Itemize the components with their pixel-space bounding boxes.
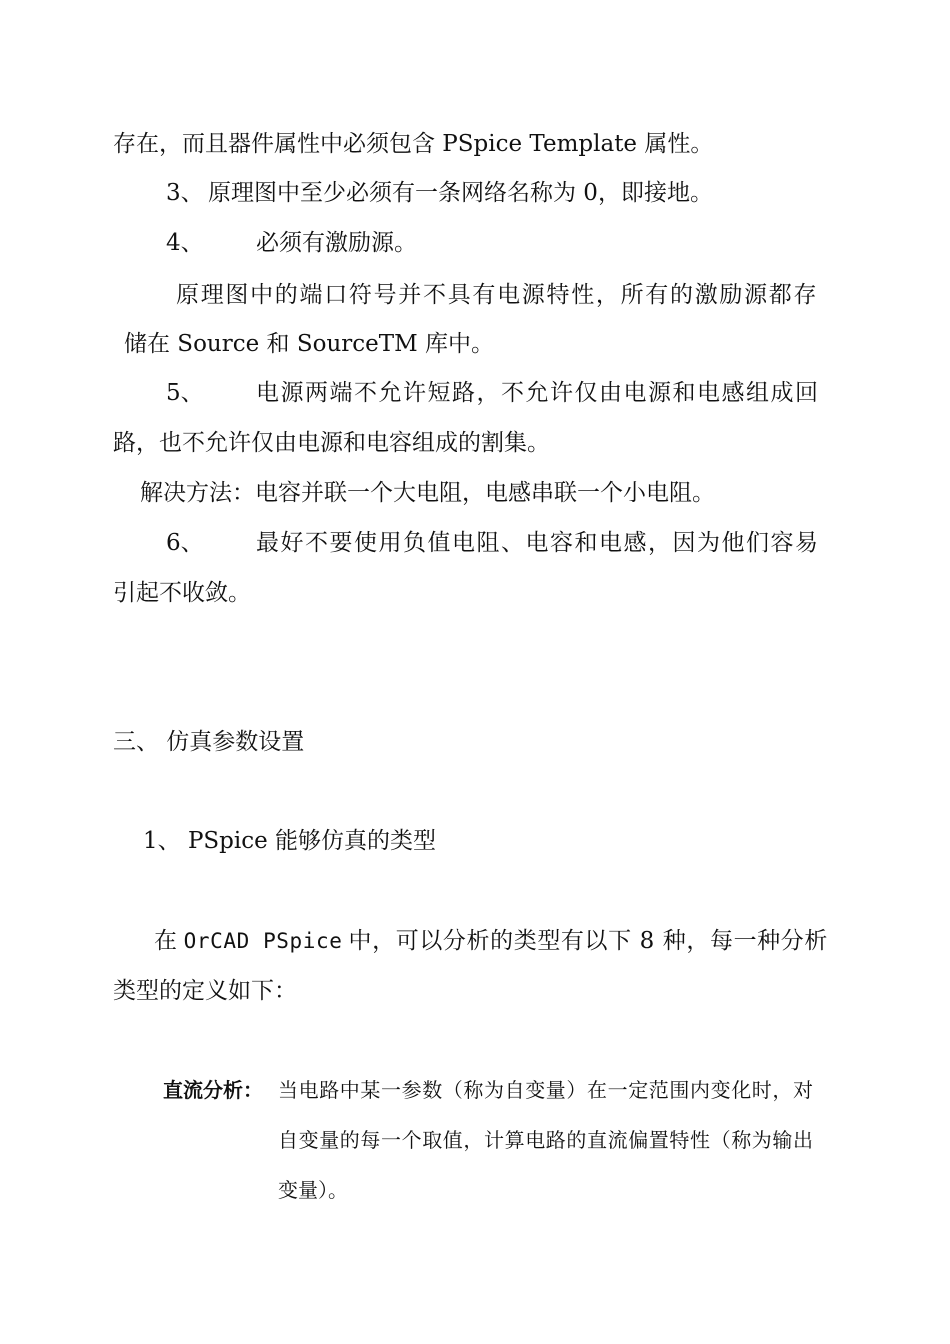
solution-text: 解决方法：电容并联一个大电阻，电感串联一个小电阻。: [140, 480, 715, 506]
intro-product-name: OrCAD PSpice: [183, 929, 343, 953]
list-item-4-text: 必须有激励源。: [256, 230, 417, 256]
intro-rest: 中，可以分析的类型有以下 8 种，每一种分析: [348, 928, 828, 954]
intro-line-1: [154, 926, 828, 956]
list-item-6-line-1: 最好不要使用负值电阻、电容和电感，因为他们容易: [256, 530, 820, 556]
intro-pre: 在: [154, 928, 178, 954]
paragraph-continuation: 存在，而且器件属性中必须包含 PSpice Template 属性。: [113, 131, 714, 157]
list-item-4-number: 4、: [166, 230, 204, 256]
list-item-6-line-2: 引起不收敛。: [113, 580, 251, 606]
list-item-3-number: 3、: [166, 180, 204, 206]
list-item-3-text: 原理图中至少必须有一条网络名称为 0，即接地。: [208, 180, 713, 206]
list-item-5-number: 5、: [166, 380, 204, 406]
dc-analysis-line-1: 当电路中某一参数（称为自变量）在一定范围内变化时，对: [278, 1078, 814, 1102]
dc-analysis-term: 直流分析：: [163, 1078, 263, 1102]
subsection-heading: 1、 PSpice 能够仿真的类型: [143, 828, 437, 854]
note-line-1: 原理图中的端口符号并不具有电源特性，所有的激励源都存: [176, 282, 819, 308]
list-item-5-line-1: 电源两端不允许短路，不允许仅由电源和电感组成回: [256, 380, 820, 406]
list-item-6-number: 6、: [166, 530, 204, 556]
intro-line-2: 类型的定义如下：: [113, 978, 297, 1004]
section-heading: 三、 仿真参数设置: [113, 729, 305, 755]
dc-analysis-line-3: 变量）。: [278, 1178, 348, 1202]
dc-analysis-line-2: 自变量的每一个取值，计算电路的直流偏置特性（称为输出: [278, 1128, 814, 1152]
note-line-2: 储在 Source 和 SourceTM 库中。: [124, 331, 494, 357]
list-item-5-line-2: 路，也不允许仅由电源和电容组成的割集。: [113, 430, 550, 456]
